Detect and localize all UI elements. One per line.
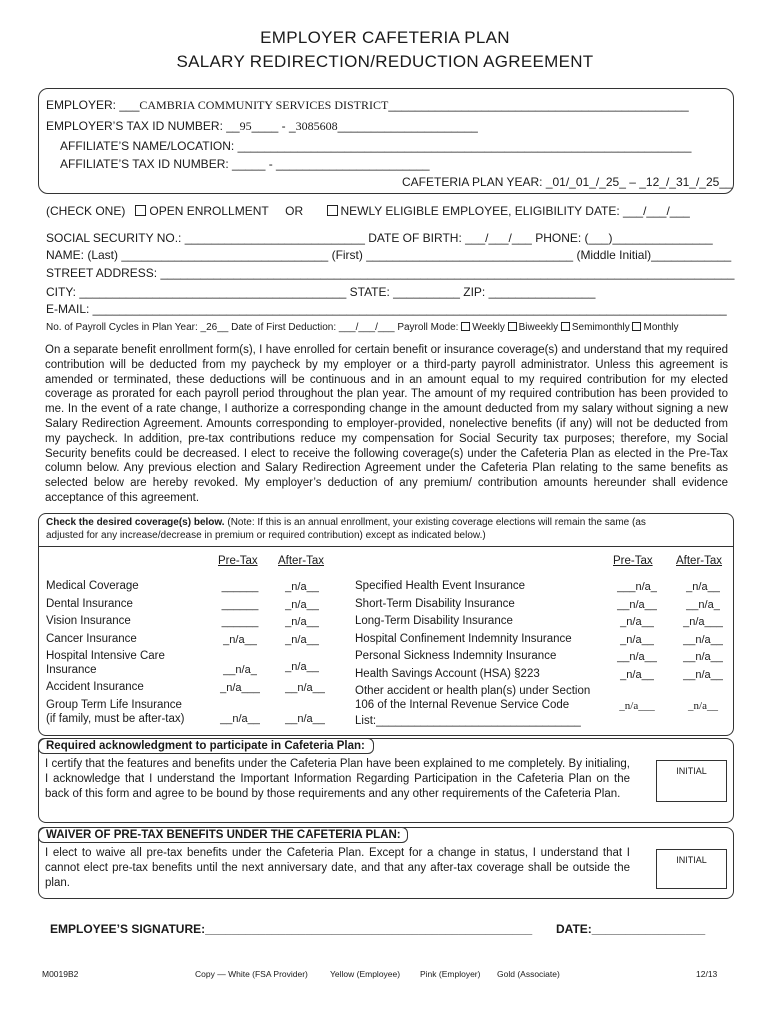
coverage-ltd-pretax[interactable]: _n/a__: [620, 616, 654, 628]
coverage-heading-rest: (Note: If this is an annual enrollment, your existing coverage elections will remain the same (as: [224, 517, 646, 528]
biweekly-label: Biweekly: [518, 322, 559, 333]
weekly-checkbox[interactable]: [461, 322, 470, 331]
coverage-specified-health-aftertax[interactable]: _n/a__: [686, 581, 720, 593]
agreement-paragraph: On a separate benefit enrollment form(s), I have enrolled for certain benefit or insurance coverage(s) and understand that my required contribution will be deducted from my paycheck by my employer or a third-party payroll administrator. Unless this agreement is amended or terminated, these deductions will be continuous and in an amount equal to my required contribution for my elected coverage as prorated for each payroll period throughout the plan year. The amount of my required contribution has been provided to me. In the event of a rate change, I authorize a corresponding change in the amount deducted from my salary without signing a new Salary Redirection Agreement. Amounts corresponding to employer-provided, nonelective benefits (if any) will not be deducted from my paycheck. In addition, pre-tax contributions reduce my compensation for Social Security tax purposes; therefore, my Social Security benefits could be decreased. I elect to receive the following coverage(s) under the Cafeteria Plan as elected in the Pre-Tax column below. Any previous election and Salary Redirection Agreement under the Cafeteria Plan relating to the same benefits as selected below are hereby revoked. My employer’s deduction of any premium/ contribution amounts hereunder shall evidence acceptance of this agreement.: [45, 344, 728, 504]
coverage-specified-health-pretax[interactable]: ___n/a_: [617, 581, 657, 593]
coverage-group-life-label: Group Term Life Insurance: [46, 699, 182, 711]
coverage-medical-aftertax[interactable]: _n/a__: [285, 581, 319, 593]
coverage-medical-pretax[interactable]: ______: [221, 581, 259, 593]
employer-tax-line: [46, 119, 478, 134]
coverage-vision-aftertax[interactable]: _n/a__: [285, 616, 319, 628]
employer-tax-value-b[interactable]: 3085608: [295, 119, 338, 133]
coverage-heading: [46, 517, 646, 528]
coverage-hsa-pretax[interactable]: _n/a__: [620, 669, 654, 681]
waiver-title: WAIVER OF PRE-TAX BENEFITS UNDER THE CAFETERIA PLAN:: [38, 827, 408, 843]
waiver-text: I elect to waive all pre-tax benefits under the Cafeteria Plan. Except for a change in status, I understand that I cannot elect pre-tax benefits until the next anniversary date, and that any after-tax coverage shall be outside the plan.: [45, 847, 630, 889]
open-enrollment-label: OPEN ENROLLMENT: [149, 204, 269, 218]
form-code: M0019B2: [42, 969, 79, 979]
coverage-dental-pretax[interactable]: ______: [221, 599, 259, 611]
acknowledgment-title: Required acknowledgment to participate in Cafeteria Plan:: [38, 738, 374, 754]
coverage-hospital-icu-pretax[interactable]: __n/a_: [223, 664, 257, 676]
coverage-accident-label: Accident Insurance: [46, 681, 144, 693]
signature-date-field[interactable]: DATE:_________________: [556, 922, 706, 936]
coverage-heading-bold: Check the desired coverage(s) below.: [46, 517, 225, 528]
check-one-label: (CHECK ONE): [46, 204, 126, 218]
employer-value[interactable]: CAMBRIA COMMUNITY SERVICES DISTRICT: [139, 98, 389, 112]
coverage-heading-line2: adjusted for any increase/decrease in premium or required contribution) except as indicated below.): [46, 530, 486, 541]
employee-signature-field[interactable]: EMPLOYEE’S SIGNATURE:_________________________________________________: [50, 922, 533, 936]
coverage-hospital-confinement-pretax[interactable]: _n/a__: [620, 634, 654, 646]
coverage-other-label: Other accident or health plan(s) under Section: [355, 685, 591, 697]
coverage-hospital-icu-label: Hospital Intensive Care: [46, 650, 165, 662]
coverage-hsa-label: Health Savings Account (HSA) §223: [355, 668, 540, 680]
coverage-std-pretax[interactable]: __n/a__: [617, 599, 657, 611]
coverage-std-label: Short-Term Disability Insurance: [355, 598, 515, 610]
semimonthly-checkbox[interactable]: [561, 322, 570, 331]
coverage-dental-label: Dental Insurance: [46, 598, 133, 610]
coverage-cancer-pretax[interactable]: _n/a__: [223, 634, 257, 646]
acknowledgment-text: I certify that the features and benefits under the Cafeteria Plan have been explained to me completely. By initialing, I acknowledge that I understand the Important Information Regarding Participation in the Cafeteria Plan on the back of this form and agree to be bound by those requirements and any other requirements of the Cafeteria Plan.: [45, 758, 630, 800]
biweekly-checkbox[interactable]: [508, 322, 517, 331]
form-title: EMPLOYER CAFETERIA PLAN: [260, 28, 510, 47]
copy-gold-label: Gold (Associate): [497, 969, 560, 979]
employer-label: EMPLOYER: ___: [46, 98, 140, 112]
open-enrollment-checkbox[interactable]: [135, 205, 146, 216]
coverage-cancer-aftertax[interactable]: _n/a__: [285, 634, 319, 646]
street-address-line[interactable]: STREET ADDRESS: ______________________________________________________________________________________: [46, 266, 735, 280]
coverage-other-label2: 106 of the Internal Revenue Service Code: [355, 699, 570, 711]
employer-tail: _____________________________________________: [388, 98, 689, 112]
employer-tax-mid: ____ - _: [251, 119, 296, 133]
employer-tax-tail: _____________________: [337, 119, 478, 133]
coverage-hospital-confinement-label: Hospital Confinement Indemnity Insurance: [355, 633, 572, 645]
coverage-vision-pretax[interactable]: ______: [221, 616, 259, 628]
coverage-personal-sickness-pretax[interactable]: __n/a__: [617, 651, 657, 663]
employer-tax-label: EMPLOYER’S TAX ID NUMBER: __: [46, 119, 240, 133]
coverage-other-pretax[interactable]: _n/a___: [619, 700, 655, 712]
coverage-specified-health-label: Specified Health Event Insurance: [355, 580, 526, 592]
coverage-personal-sickness-aftertax[interactable]: __n/a__: [683, 651, 723, 663]
coverage-group-life-aftertax[interactable]: __n/a__: [285, 713, 325, 725]
semimonthly-label: Semimonthly: [571, 322, 630, 333]
affiliate-name-field[interactable]: AFFILIATE’S NAME/LOCATION: ____________________________________________________________________: [60, 139, 692, 153]
weekly-label: Weekly: [472, 322, 505, 333]
copy-white-label: Copy — White (FSA Provider): [195, 969, 308, 979]
coverage-hospital-confinement-aftertax[interactable]: __n/a__: [683, 634, 723, 646]
coverage-ltd-label: Long-Term Disability Insurance: [355, 615, 513, 627]
coverage-medical-label: Medical Coverage: [46, 580, 139, 592]
coverage-other-list-field[interactable]: List:________________________________: [355, 715, 581, 727]
left-pretax-header: Pre-Tax: [218, 555, 258, 567]
affiliate-tax-field[interactable]: AFFILIATE’S TAX ID NUMBER: _____ - _______________________: [60, 157, 430, 171]
check-one-row: [46, 204, 690, 218]
copy-pink-label: Pink (Employer): [420, 969, 481, 979]
coverage-accident-pretax[interactable]: _n/a___: [220, 682, 260, 694]
coverage-std-aftertax[interactable]: __n/a_: [686, 599, 720, 611]
monthly-label: Monthly: [643, 322, 679, 333]
payroll-line: [46, 322, 679, 333]
coverage-dental-aftertax[interactable]: _n/a__: [285, 599, 319, 611]
copy-yellow-label: Yellow (Employee): [330, 969, 401, 979]
newly-eligible-label: NEWLY ELIGIBLE EMPLOYEE, ELIGIBILITY DATE: ___/___/___: [340, 204, 690, 218]
ssn-dob-phone-line[interactable]: SOCIAL SECURITY NO.: ___________________________ DATE OF BIRTH: ___/___/___ PHONE: (___)_______________: [46, 231, 713, 245]
waiver-initial-box[interactable]: INITIAL: [656, 849, 727, 889]
employer-line: [46, 98, 689, 113]
right-aftertax-header: After-Tax: [676, 555, 723, 567]
coverage-group-life-label2: (if family, must be after-tax): [46, 713, 185, 725]
left-aftertax-header: After-Tax: [278, 555, 325, 567]
plan-year-field[interactable]: CAFETERIA PLAN YEAR: _01/_01_/_25_ – _12_/_31_/_25__: [402, 175, 733, 189]
coverage-other-aftertax[interactable]: _n/a__: [688, 700, 718, 712]
coverage-hospital-icu-label2: Insurance: [46, 664, 97, 676]
name-line[interactable]: NAME: (Last) _______________________________ (First) _______________________________ (Middle Initial)____________: [46, 248, 732, 262]
coverage-vision-label: Vision Insurance: [46, 615, 131, 627]
revision-date: 12/13: [696, 969, 718, 979]
acknowledgment-initial-box[interactable]: INITIAL: [656, 760, 727, 802]
coverage-hospital-icu-aftertax[interactable]: _n/a__: [285, 661, 319, 673]
coverage-group-life-pretax[interactable]: __n/a__: [220, 713, 260, 725]
monthly-checkbox[interactable]: [632, 322, 641, 331]
city-state-zip-line[interactable]: CITY: ________________________________________ STATE: __________ ZIP: ________________: [46, 285, 596, 299]
coverage-ltd-aftertax[interactable]: _n/a___: [683, 616, 723, 628]
right-pretax-header: Pre-Tax: [613, 555, 653, 567]
or-label: OR: [285, 204, 304, 218]
coverage-hsa-aftertax[interactable]: __n/a__: [683, 669, 723, 681]
coverage-cancer-label: Cancer Insurance: [46, 633, 137, 645]
coverage-personal-sickness-label: Personal Sickness Indemnity Insurance: [355, 650, 557, 662]
employer-tax-value-a[interactable]: 95: [239, 119, 252, 133]
email-line[interactable]: E-MAIL: _______________________________________________________________________________________________: [46, 302, 727, 316]
newly-eligible-checkbox[interactable]: [327, 205, 338, 216]
form-subtitle: SALARY REDIRECTION/REDUCTION AGREEMENT: [176, 52, 594, 71]
payroll-cycles-text[interactable]: No. of Payroll Cycles in Plan Year: _26__ Date of First Deduction: ___/___/___ Payroll Mode:: [46, 322, 459, 333]
coverage-accident-aftertax[interactable]: __n/a__: [285, 682, 325, 694]
